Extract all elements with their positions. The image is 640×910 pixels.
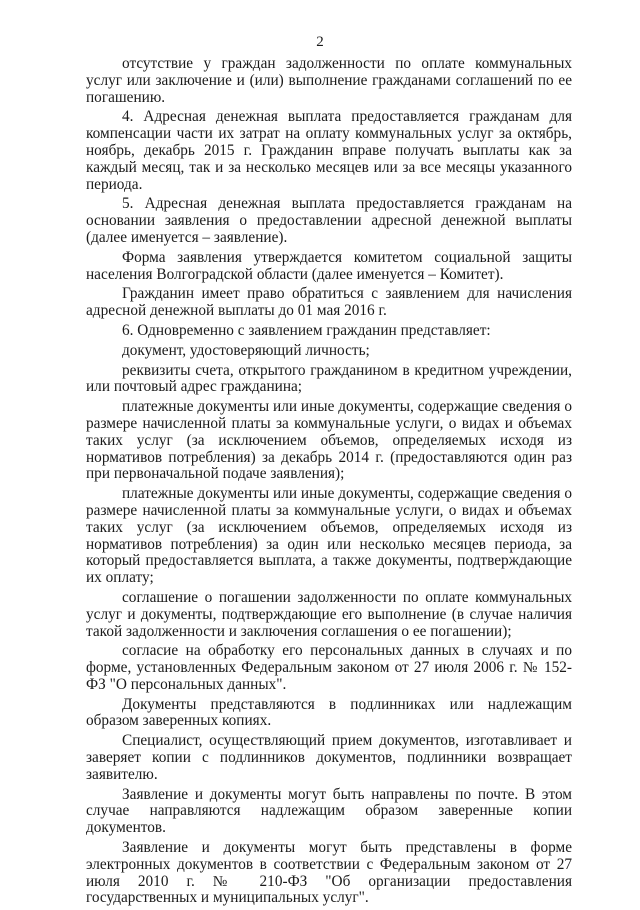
paragraph-application-deadline: Гражданин имеет право обратиться с заявлением для начисления адресной денежной выплаты до 01 мая 2016 г. xyxy=(86,285,572,320)
list-item-payment-docs-dec-2014: платежные документы или иные документы, содержащие сведения о размере начисленной платы за коммунальные услуги, о видах и объемах таких услуг (за исключением объемов, определяемых исходя из нормативов потребления) за декабрь 2014 г. (предоставляются один раз при первоначальной подаче заявления); xyxy=(86,398,572,483)
list-item-payment-docs-period: платежные документы или иные документы, содержащие сведения о размере начисленной платы за коммунальные услуги, о видах и объемах таких услуг (за исключением объемов, определяемых исходя из нормативов потребления) за один или несколько месяцев периода, за который предоставляется выплата, а также документы, подтверждающие их оплату; xyxy=(86,485,572,587)
page-number: 2 xyxy=(316,34,324,50)
list-item-personal-data-consent: согласие на обработку его персональных данных в случаях и по форме, установленных Федеральным законом от 27 июля 2006 г. № 152-ФЗ "О персональных данных". xyxy=(86,642,572,693)
list-item-identity-document: документ, удостоверяющий личность; xyxy=(122,341,370,359)
paragraph-5-application-basis: 5. Адресная денежная выплата предоставляется гражданам на основании заявления о предоставлении адресной денежной выплаты (далее именуется – заявление). xyxy=(86,195,572,246)
paragraph-4-payment-period: 4. Адресная денежная выплата предоставляется гражданам для компенсации части их затрат на оплату коммунальных услуг за октябрь, ноябрь, декабрь 2015 г. Гражданин вправе получать выплаты как за каждый месяц, так и за несколько месяцев или за все месяцы указанного периода. xyxy=(86,108,572,193)
list-item-debt-agreement: соглашение о погашении задолженности по оплате коммунальных услуг и документы, подтверждающие его выполнение (в случае наличия такой задолженности и заключения соглашения о ее погашении); xyxy=(86,588,572,640)
paragraph-originals-or-copies: Документы представляются в подлинниках или надлежащим образом заверенных копиях. xyxy=(86,695,572,730)
paragraph-specialist-copies: Специалист, осуществляющий прием документов, изготавливает и заверяет копии с подлинников документов, подлинники возвращает заявителю. xyxy=(86,732,572,783)
list-item-bank-details: реквизиты счета, открытого гражданином в кредитном учреждении, или почтовый адрес гражданина; xyxy=(86,361,572,396)
paragraph-electronic-submission: Заявление и документы могут быть представлены в форме электронных документов в соответствии с Федеральным законом от 27 июля 2010 г. № 210-ФЗ "Об организации предоставления государственных и муниципальных услуг". xyxy=(86,839,572,907)
paragraph-application-form: Форма заявления утверждается комитетом социальной защиты населения Волгоградской области (далее именуется – Комитет). xyxy=(86,248,572,283)
paragraph-debt-condition: отсутствие у граждан задолженности по оплате коммунальных услуг или заключение и (или) выполнение гражданами соглашений по ее погашению. xyxy=(86,55,572,106)
document-body xyxy=(86,56,572,910)
paragraph-postal-submission: Заявление и документы могут быть направлены по почте. В этом случае направляются надлежащим образом заверенные копии документов. xyxy=(86,785,572,837)
paragraph-6-documents-intro: 6. Одновременно с заявлением гражданин представляет: xyxy=(122,321,491,339)
